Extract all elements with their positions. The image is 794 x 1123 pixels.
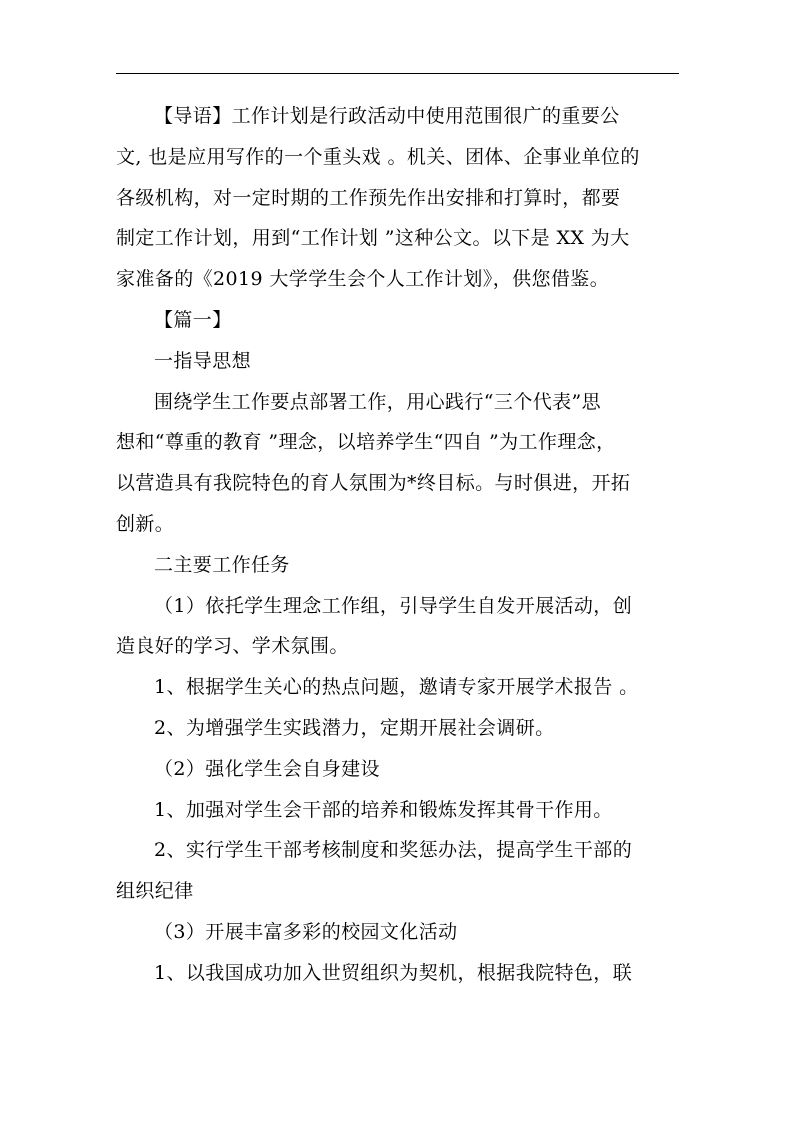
task-3-1-paragraph [116,953,682,994]
document-body [116,96,682,994]
task-2-line: （2）强化学生会自身建设 [154,757,380,780]
task-2-paragraph [116,749,682,790]
task-3-1-line: 1、以我国成功加入世贸组织为契机，根据我院特色，联 [154,961,633,984]
task-2-2-paragraph [116,830,682,912]
part-heading [116,300,682,341]
task-3-line: （3）开展丰富多彩的校园文化活动 [154,920,458,943]
intro-line-5: 家准备的《2019 大学学生会个人工作计划》，供您借鉴。 [116,268,610,291]
intro-line-1: 【导语】工作计划是行政活动中使用范围很广的重要公 [154,105,620,127]
guiding-ideology-line-4: 创新。 [116,512,175,535]
task-2-1-line: 1、加强对学生会干部的培养和锻炼发挥其骨干作用。 [154,798,613,821]
section-heading-main-tasks [116,545,682,586]
task-2-2-line-1: 2、实行学生干部考核制度和奖惩办法，提高学生干部的 [154,839,633,862]
task-1-1-line: 1、根据学生关心的热点问题，邀请专家开展学术报告 。 [154,676,639,699]
task-1-paragraph [116,586,682,668]
task-1-2-line: 2、为增强学生实践潜力，定期开展社会调研。 [154,716,555,739]
task-1-line-2: 造良好的学习、学术氛围。 [116,635,349,658]
guiding-ideology-line-3: 以营造具有我院特色的育人氛围为*终目标。与时俱进，开拓 [116,472,631,495]
part-heading-text: 【篇一】 [154,308,232,331]
section-heading-guiding-ideology [116,341,682,382]
guiding-ideology-line-2: 想和“尊重的教育 ”理念，以培养学生“四自 ”为工作理念， [116,431,616,454]
guiding-ideology-line-1: 围绕学生工作要点部署工作，用心践行“三个代表”思 [154,390,602,413]
task-2-1-paragraph [116,790,682,831]
section-heading-guiding-ideology-text: 一指导思想 [154,349,252,372]
task-2-2-line-2: 组织纪律 [116,880,194,903]
task-1-line-1: （1）依托学生理念工作组，引导学生自发开展活动，创 [154,594,633,617]
intro-line-4: 制定工作计划，用到“工作计划 ”这种公文。以下是 XX 为大 [116,227,630,250]
intro-line-3: 各级机构，对一定时期的工作预先作出安排和打算时，都要 [116,186,621,209]
task-1-2-paragraph [116,708,682,749]
task-3-paragraph [116,912,682,953]
intro-line-2: 文, 也是应用写作的一个重头戏 。机关、团体、企事业单位的 [116,145,640,168]
section-heading-main-tasks-text: 二主要工作任务 [154,553,290,576]
header-rule [116,73,679,74]
intro-paragraph [116,96,682,300]
guiding-ideology-paragraph [116,382,682,545]
task-1-1-paragraph [116,667,682,708]
